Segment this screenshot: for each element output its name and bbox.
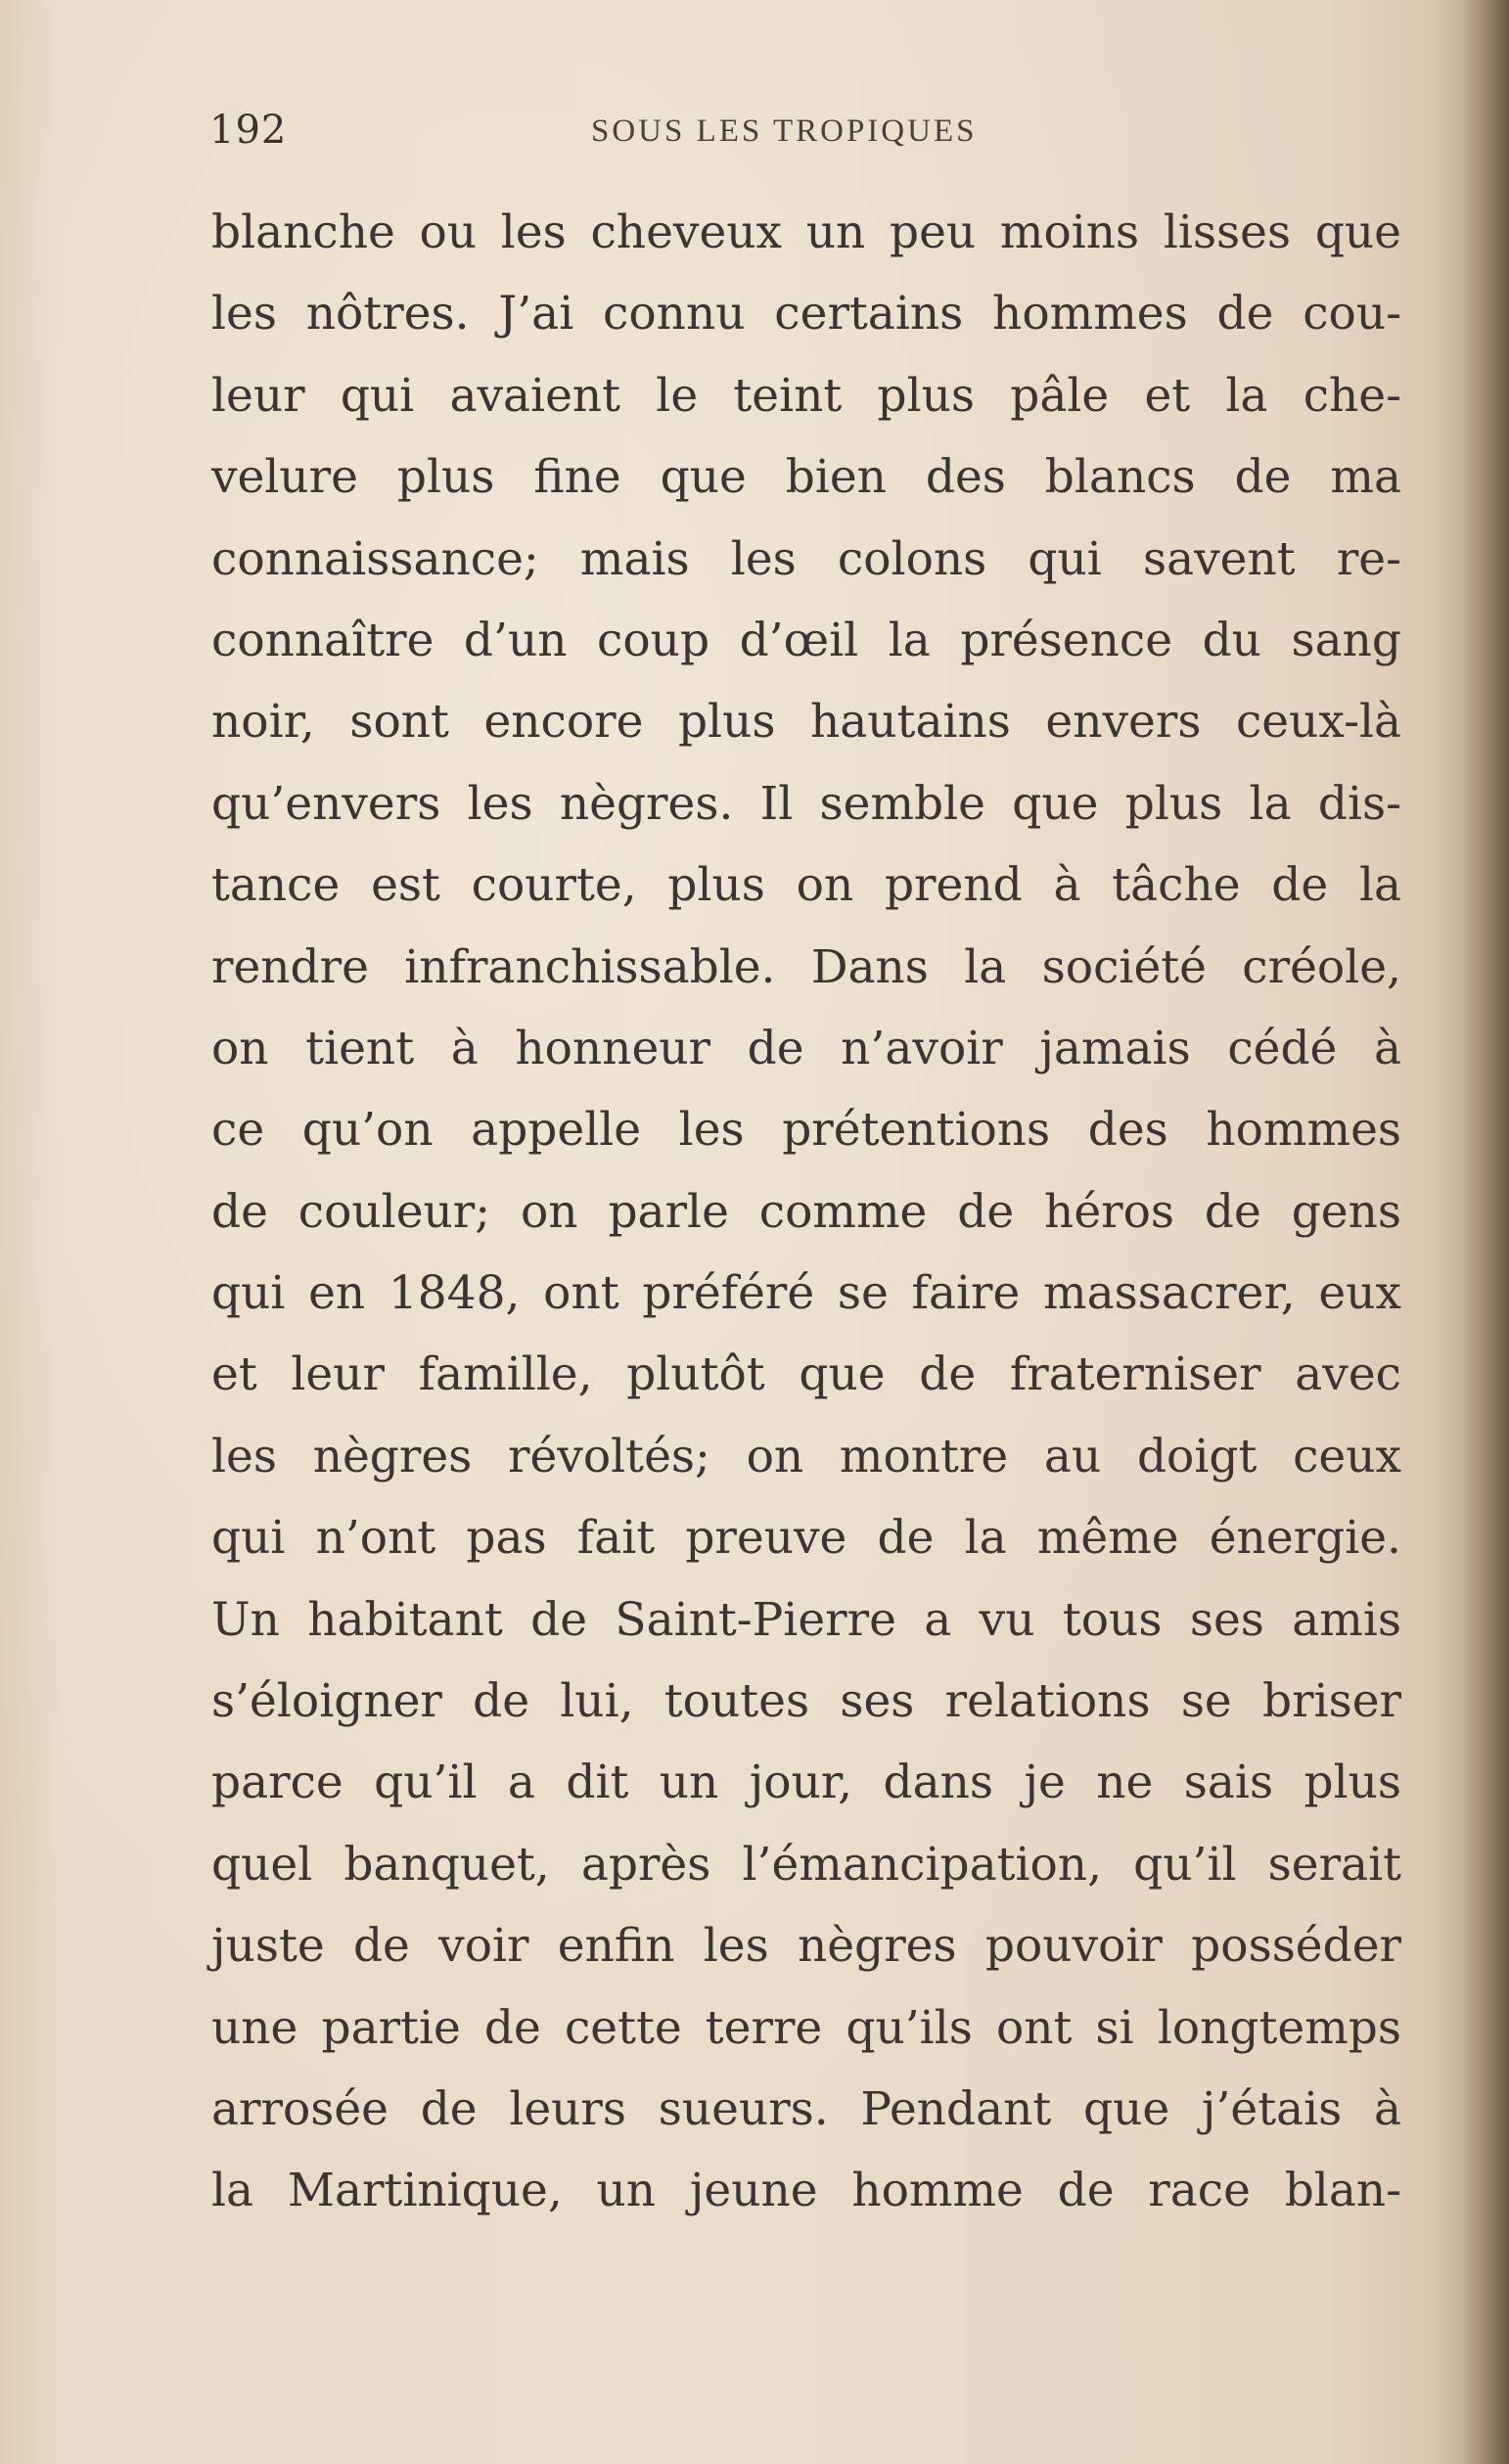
text-line: ce qu’on appelle les prétentions des hommes — [211, 1103, 1401, 1158]
text-line: qui en 1848, ont préféré se faire massacrer, eux — [211, 1266, 1401, 1321]
page-number: 192 — [209, 108, 288, 153]
text-line: s’éloigner de lui, toutes ses relations se briser — [211, 1674, 1401, 1729]
text-line: de couleur; on parle comme de héros de gens — [211, 1184, 1401, 1239]
running-head — [0, 108, 1509, 166]
body-text — [211, 192, 1401, 2232]
text-line: les nègres révoltés; on montre au doigt ceux — [211, 1429, 1401, 1483]
text-line: noir, sont encore plus hautains envers ceux-là — [211, 695, 1401, 750]
text-line: leur qui avaient le teint plus pâle et la che- — [211, 368, 1401, 423]
text-line: les nôtres. J’ai connu certains hommes de cou- — [211, 287, 1401, 342]
text-line: juste de voir enfin les nègres pouvoir posséder — [211, 1919, 1401, 1974]
text-line: velure plus fine que bien des blancs de ma — [211, 450, 1401, 505]
text-line: qu’envers les nègres. Il semble que plus la dis- — [211, 776, 1401, 831]
text-line: arrosée de leurs sueurs. Pendant que j’étais à — [211, 2081, 1401, 2136]
text-line: connaître d’un coup d’œil la présence du sang — [211, 613, 1401, 667]
running-title: SOUS LES TROPIQUES — [591, 114, 978, 149]
text-line: rendre infranchissable. Dans la société créole, — [211, 939, 1401, 994]
text-line: la Martinique, un jeune homme de race blan- — [211, 2164, 1401, 2218]
text-line: une partie de cette terre qu’ils ont si longtemps — [211, 2000, 1401, 2055]
spine-shadow — [1462, 0, 1509, 2464]
text-line: et leur famille, plutôt que de fraterniser avec — [211, 1347, 1401, 1402]
text-line: tance est courte, plus on prend à tâche de la — [211, 858, 1401, 913]
text-line: qui n’ont pas fait preuve de la même énergie. — [211, 1511, 1401, 1566]
text-line: connaissance; mais les colons qui savent re- — [211, 531, 1401, 586]
text-line: on tient à honneur de n’avoir jamais cédé à — [211, 1021, 1401, 1075]
text-line: Un habitant de Saint-Pierre a vu tous ses amis — [211, 1592, 1401, 1647]
text-line: blanche ou les cheveux un peu moins lisses que — [211, 205, 1401, 259]
text-line: quel banquet, après l’émancipation, qu’il serait — [211, 1837, 1401, 1892]
text-line: parce qu’il a dit un jour, dans je ne sais plus — [211, 1756, 1401, 1810]
